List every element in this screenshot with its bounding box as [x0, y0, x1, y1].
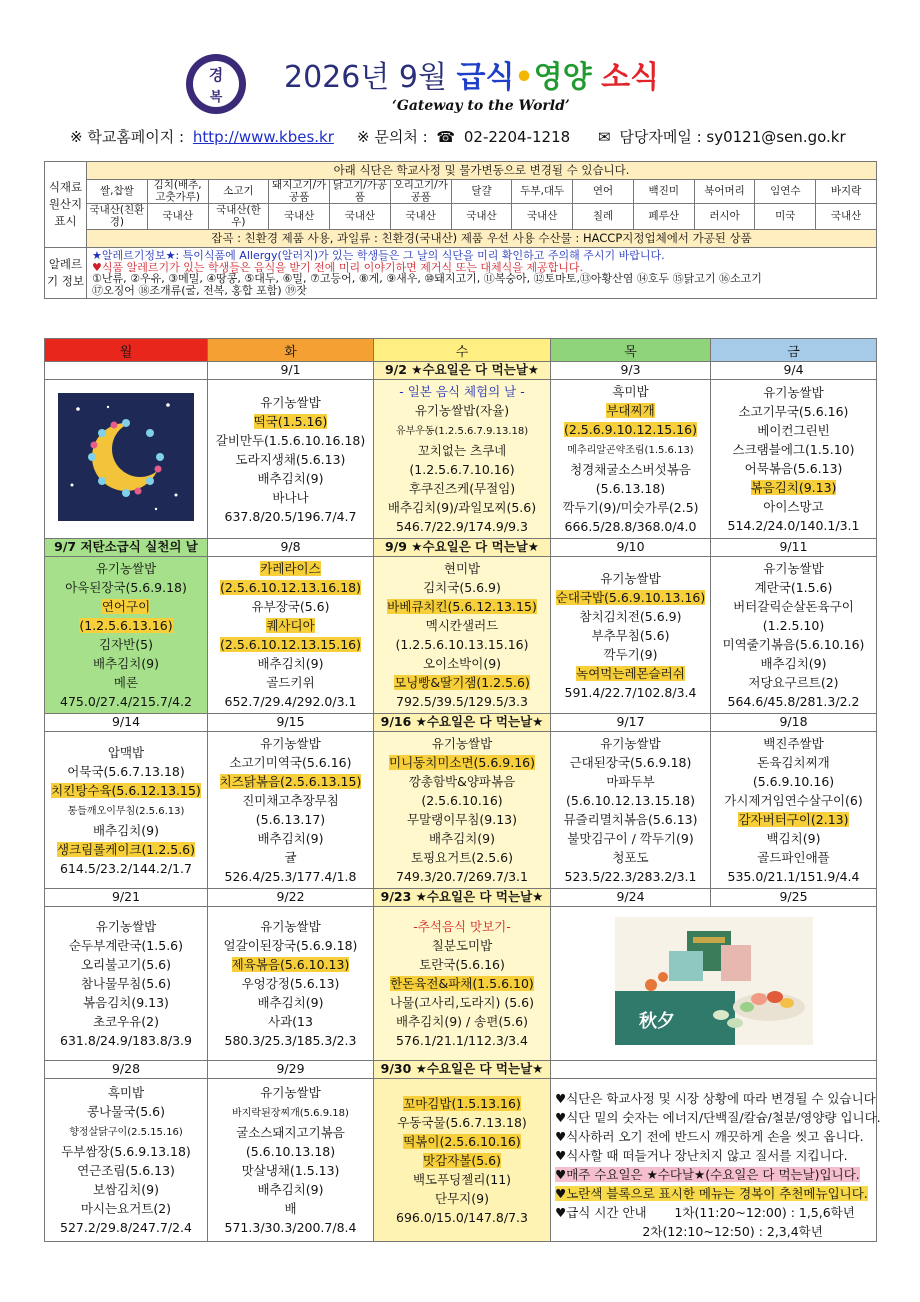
origin-item: 임연수 [755, 180, 816, 204]
menu-item: 바나나 [272, 489, 309, 505]
menu-item: 떡볶이(2.5.6.10.16) [403, 1133, 521, 1149]
menu-item: 576.1/21.1/112.3/3.4 [396, 1033, 528, 1048]
menu-item: 감자버터구이(2.13) [738, 812, 849, 827]
menu-item: 맛살냉채(1.5.13) [241, 1163, 340, 1178]
menu-item: 미니동치미소면(5.6.9.16) [389, 755, 535, 770]
menu-cell [45, 732, 208, 889]
menu-item: 580.3/25.3/185.3/2.3 [224, 1033, 357, 1048]
moon-dance-illustration-icon [48, 385, 204, 529]
title-part-b: 영양 [533, 60, 592, 95]
menu-item: (1.2.5.10) [762, 618, 825, 633]
menu-item: 아욱된장국(5.6.9.18) [65, 580, 187, 595]
menu-item: 김치국(5.6.9) [423, 580, 501, 595]
menu-item: 배추김치(9) / 송편(5.6) [396, 1014, 528, 1029]
menu-item: 나물(고사리,도라지) (5.6) [390, 995, 534, 1010]
menu-item: 두부쌈장(5.6.9.13.18) [61, 1144, 191, 1159]
date-text: 9/16 ★수요일은 다 먹는날★ [380, 714, 544, 730]
menu-item: 소고기미역국(5.6.16) [229, 755, 352, 770]
menu-item: 유기농쌀밥 [260, 736, 321, 751]
menu-cell [208, 1079, 374, 1242]
menu-item: (1.2.5.6.13.16) [79, 618, 173, 633]
note-line: ♥노란색 블록으로 표시한 메뉴는 경복이 추천메뉴입니다. [555, 1186, 868, 1201]
note-line: ♥식사하러 오기 전에 반드시 깨끗하게 손을 씻고 옵니다. [555, 1129, 864, 1144]
allergy-line-1: ★알레르기정보★: 특이식품에 Allergy(알러지)가 있는 학생들은 그 날의 식단을 미리 확인하고 주의해 주시기 바랍니다. [92, 249, 665, 262]
mail-icon: ✉ [598, 128, 611, 146]
notice-text: 아래 식단은 학교사정 및 물가변동으로 변경될 수 있습니다. [87, 162, 877, 180]
menu-item: 475.0/27.4/215.7/4.2 [60, 694, 192, 709]
day-header-wed: 수 [374, 339, 551, 362]
menu-item: 배추김치(9) [92, 656, 159, 671]
menu-item: 614.5/23.2/144.2/1.7 [60, 860, 192, 876]
menu-cell [374, 1079, 551, 1242]
date-cell: 9/25 [711, 889, 877, 907]
date-text: 9/9 ★수요일은 다 먹는날★ [384, 539, 540, 555]
menu-item: 멕시칸샐러드 [425, 618, 499, 633]
menu-item: 부추무침(5.6) [591, 627, 670, 643]
date-cell [374, 362, 551, 380]
origin-item: 김치(배추,고춧가루) [147, 180, 208, 204]
day-header-fri: 금 [711, 339, 877, 362]
menu-item: 631.8/24.9/183.8/3.9 [60, 1033, 192, 1048]
menu-item: 칠분도미밥 [431, 938, 493, 953]
menu-item: 배추김치(9) [257, 656, 324, 671]
menu-item: 526.4/25.3/177.4/1.8 [224, 869, 357, 884]
menu-item: 유기농쌀밥(자율) [414, 403, 510, 418]
menu-item: 591.4/22.7/102.8/3.4 [564, 684, 697, 700]
menu-item: 콩나물국(5.6) [87, 1104, 165, 1119]
menu-item: 가시제거임연수살구이(6) [724, 793, 863, 808]
menu-item: 유기농쌀밥 [260, 394, 321, 410]
menu-item: 652.7/29.4/292.0/3.1 [224, 694, 357, 709]
menu-item: 유기농쌀밥 [600, 570, 661, 586]
menu-item: 유기농쌀밥 [600, 736, 661, 751]
date-cell [374, 714, 551, 732]
menu-item: 546.7/22.9/174.9/9.3 [396, 519, 528, 534]
chuseok-illustration-icon [609, 911, 819, 1051]
menu-item: 녹여먹는레몬슬러쉬 [576, 665, 685, 681]
notes-cell [551, 1079, 881, 1242]
menu-item: 흑미밥 [107, 1085, 145, 1100]
menu-item: 갈비만두(1.5.6.10.16.18) [215, 432, 366, 448]
menu-item: 흑미밥 [612, 384, 649, 399]
mail-label: 담당자메일 : sy0121@sen.go.kr [619, 128, 846, 146]
menu-item: 배 [284, 1201, 297, 1216]
menu-item: 배추김치(9) [257, 470, 324, 486]
menu-table [44, 338, 881, 1242]
menu-item: 김자반(5) [99, 637, 153, 652]
menu-item: (2.5.6.10.12.13.16.18) [220, 580, 361, 595]
menu-item: 666.5/28.8/368.0/4.0 [564, 519, 697, 534]
menu-cell [45, 907, 208, 1061]
date-cell: 9/28 [45, 1061, 208, 1079]
menu-item: 참나물무침(5.6) [80, 976, 171, 991]
menu-item: 근대된장국(5.6.9.18) [569, 755, 692, 770]
menu-item: 향정살닭구이(2.5.15.16) [69, 1127, 183, 1138]
school-logo-icon [186, 54, 246, 114]
date-cell: 9/4 [711, 362, 877, 380]
menu-item: 생크림롤케이크(1.2.5.6) [56, 841, 195, 857]
menu-item: -추석음식 맛보기- [413, 919, 511, 934]
date-cell: 9/21 [45, 889, 208, 907]
menu-item: 꼬치없는 츠쿠네 [417, 443, 507, 458]
menu-item: 오이소박이(9) [422, 656, 502, 671]
menu-item: 637.8/20.5/196.7/4.7 [224, 508, 357, 524]
origin-value: 국내산 [816, 204, 877, 230]
header [0, 40, 920, 160]
menu-item: 배추김치(9) [257, 995, 324, 1010]
menu-item: 진미채고추장무침 [242, 793, 339, 808]
menu-cell [374, 732, 551, 889]
menu-item: 참치김치전(5.6.9) [579, 608, 682, 624]
menu-item: 볶음김치(9.13) [750, 480, 837, 495]
menu-item: 유부우동(1.2.5.6.7.9.13.18) [395, 426, 529, 437]
menu-item: 돈육김치찌개 [757, 755, 830, 770]
menu-item: 배추김치(9) [760, 656, 827, 671]
title-part-a: 급식 [456, 60, 515, 95]
menu-cell [711, 380, 877, 539]
origin-value: 국내산 [451, 204, 512, 230]
menu-item: 백진주쌀밥 [763, 736, 824, 751]
menu-item: 뮤즐리멸치볶음(5.6.13) [563, 812, 698, 827]
menu-cell [45, 557, 208, 714]
menu-item: 유기농쌀밥 [431, 736, 493, 751]
menu-item: (2.5.6.10.16) [421, 793, 503, 808]
date-cell: 9/15 [208, 714, 374, 732]
menu-item: 순두부계란국(1.5.6) [68, 938, 183, 953]
menu-item: 굴소스돼지고기볶음 [236, 1125, 345, 1140]
date-cell-empty [551, 1061, 877, 1079]
allergy-label: 알레르기 정보 [45, 248, 87, 299]
page-title [284, 52, 659, 96]
menu-item: 떡국(1.5.16) [253, 413, 328, 429]
date-cell: 9/11 [711, 539, 877, 557]
menu-item: 유기농쌀밥 [95, 919, 157, 934]
origin-label: 식재료 원산지 표시 [45, 162, 87, 248]
menu-cell [551, 380, 711, 539]
menu-item: 배추김치(9) [92, 822, 159, 838]
menu-item: 사과(13 [268, 1014, 313, 1029]
menu-item: 볶음김치(9.13) [83, 995, 169, 1010]
menu-item: 퀘사디아 [266, 618, 315, 633]
origin-item: 북어머리 [694, 180, 755, 204]
origin-value: 국내산 [269, 204, 330, 230]
menu-item: 버터갈릭순살돈육구이 [733, 599, 854, 614]
menu-item: 불맛김구이 / 깍두기(9) [567, 831, 694, 846]
menu-item: 아이스망고 [763, 499, 824, 514]
note-line: ♥식사할 때 떠들거나 장난치지 않고 질서를 지킵니다. [555, 1148, 848, 1163]
menu-item: 오리불고기(5.6) [80, 957, 171, 972]
menu-item: 백김치(9) [766, 831, 821, 846]
day-header-thu: 목 [551, 339, 711, 362]
menu-item: 골드키위 [266, 675, 315, 690]
menu-item: (1.2.5.6.7.10.16) [409, 462, 515, 477]
menu-item: 토란국(5.6.16) [419, 957, 505, 972]
date-cell: 9/14 [45, 714, 208, 732]
menu-item: 카레라이스 [260, 561, 321, 576]
date-cell [374, 539, 551, 557]
origin-footnote: 잡곡 : 친환경 제품 사용, 과일류 : 친환경(국내산) 제품 우선 사용 수산물 : HACCP지정업체에서 가공된 상품 [87, 230, 877, 248]
menu-cell [551, 732, 711, 889]
origin-item: 쌀,찹쌀 [87, 180, 148, 204]
menu-item: 귤 [284, 850, 297, 865]
menu-item: 스크램블에그(1.5.10) [732, 442, 855, 457]
title-part-c: 소식 [601, 60, 660, 95]
date-cell: 9/1 [208, 362, 374, 380]
menu-item: 토핑요거트(2.5.6) [411, 850, 513, 865]
origin-item: 소고기 [208, 180, 269, 204]
menu-item: - 일본 음식 체험의 날 - [399, 384, 525, 399]
menu-item: 부대찌개 [606, 403, 655, 418]
date-cell: 9/29 [208, 1061, 374, 1079]
origin-value: 국내산 [390, 204, 451, 230]
info-table [44, 161, 877, 299]
date-cell: 9/3 [551, 362, 711, 380]
menu-item: 유기농쌀밥 [95, 561, 157, 576]
origin-value: 칠레 [573, 204, 634, 230]
menu-item: 소고기무국(5.6.16) [738, 404, 849, 419]
moon-illustration-cell [45, 380, 208, 539]
menu-item: 523.5/22.3/283.2/3.1 [564, 869, 697, 884]
menu-item: 얼갈이된장국(5.6.9.18) [223, 938, 358, 953]
menu-item: 바베큐치킨(5.6.12.13.15) [387, 599, 537, 614]
menu-item: 우엉강정(5.6.13) [241, 976, 340, 991]
menu-cell [711, 557, 877, 714]
origin-item: 닭고기/가공품 [330, 180, 391, 204]
menu-item: 우동국물(5.6.7.13.18) [397, 1114, 527, 1130]
contact-line [70, 126, 890, 147]
origin-item: 돼지고기/가공품 [269, 180, 330, 204]
menu-item: 배추김치(9)/과일모찌(5.6) [387, 500, 537, 515]
menu-item: 베이컨그린빈 [757, 423, 830, 438]
menu-cell [208, 732, 374, 889]
menu-item: 무말랭이무침(9.13) [406, 812, 518, 827]
allergy-line-4: ⑰오징어 ⑱조개류(굴, 전복, 홍합 포함) ⑲잣 [92, 283, 307, 297]
menu-item: 마시는요거트(2) [80, 1201, 172, 1216]
menu-item: 527.2/29.8/247.7/2.4 [60, 1220, 192, 1235]
menu-item: 후쿠진즈케(무절임) [408, 481, 516, 496]
date-cell: 9/8 [208, 539, 374, 557]
menu-item: (5.6.10.12.13.15.18) [565, 793, 696, 808]
date-cell: 9/10 [551, 539, 711, 557]
origin-item: 두부,대두 [512, 180, 573, 204]
phone-number: 02-2204-1218 [463, 128, 571, 146]
origin-value: 국내산(친환경) [87, 204, 148, 230]
menu-item: 어묵볶음(5.6.13) [744, 461, 843, 476]
menu-cell [208, 380, 374, 539]
menu-item: 배추김치(9) [428, 831, 495, 846]
menu-item: 어묵국(5.6.7.13.18) [67, 763, 185, 779]
homepage-label: ※ 학교홈페이지 : [70, 128, 185, 146]
origin-item: 연어 [573, 180, 634, 204]
menu-item: 압맥밥 [107, 744, 145, 760]
menu-item: (5.6.10.13.18) [245, 1144, 336, 1159]
menu-item: 연어구이 [101, 599, 151, 614]
phone-icon: ☎ [436, 128, 456, 146]
menu-item: (5.6.13.18) [595, 481, 666, 496]
allergy-line-3: ①난류, ②우유, ③메밀, ④땅콩, ⑤대두, ⑥밀, ⑦고등어, ⑧게, ⑨새우, ⑩돼지고기, ⑪복숭아, ⑫토마토,⑬아황산염 ⑭호두 ⑮닭고기 ⑯소고기 [92, 272, 762, 286]
origin-value: 국내산 [147, 204, 208, 230]
menu-item: (2.5.6.9.10.12.15.16) [563, 422, 697, 437]
note-line: 2차(12:10~12:50) : 2,3,4학년 [555, 1224, 823, 1239]
origin-item: 오리고기/가공품 [390, 180, 451, 204]
menu-item: 청경채굴소스버섯볶음 [570, 462, 691, 477]
menu-item: 저당요구르트(2) [748, 675, 839, 690]
menu-cell [208, 557, 374, 714]
menu-item: 메추리알곤약조림(1.5.6.13) [567, 445, 694, 456]
date-text: 9/2 ★수요일은 다 먹는날★ [384, 362, 540, 378]
menu-item: 미역줄기볶음(5.6.10.16) [722, 637, 865, 652]
menu-cell [551, 557, 711, 714]
homepage-link[interactable]: http://www.kbes.kr [192, 128, 334, 146]
day-header-tue: 화 [208, 339, 374, 362]
menu-item: 골드파인애플 [757, 850, 830, 865]
menu-item: (5.6.13.17) [255, 812, 326, 827]
menu-item: 맛감자볼(5.6) [423, 1152, 501, 1168]
date-cell: 9/18 [711, 714, 877, 732]
menu-item: 564.6/45.8/281.3/2.2 [727, 694, 860, 709]
menu-item: 초코우유(2) [92, 1014, 159, 1029]
menu-item: 청포도 [612, 850, 649, 865]
menu-item: 깍두기(9) [603, 646, 658, 662]
menu-item: 제육볶음(5.6.10.13) [231, 957, 350, 972]
menu-item: 꼬마김밥(1.5.13.16) [403, 1095, 521, 1111]
title-dot: • [514, 60, 534, 95]
origin-value: 국내산 [330, 204, 391, 230]
date-cell [45, 362, 208, 380]
origin-item: 달걀 [451, 180, 512, 204]
menu-cell [208, 907, 374, 1061]
date-cell: 9/17 [551, 714, 711, 732]
menu-item: 배추김치(9) [257, 1182, 324, 1197]
origin-item: 바지락 [816, 180, 877, 204]
menu-item: 571.3/30.3/200.7/8.4 [224, 1220, 357, 1235]
menu-item: 깍두기(9)/미숫가루(2.5) [562, 500, 699, 515]
menu-item: 유기농쌀밥 [260, 919, 321, 934]
menu-item: 유기농쌀밥 [763, 385, 824, 400]
allergy-line-2: ♥식품 알레르기가 있는 학생들은 음식을 받기 전에 미리 이야기하면 제거식 또는 대체식을 제공합니다. [92, 260, 583, 274]
menu-item: 유기농쌀밥 [260, 1085, 321, 1100]
day-header-mon: 월 [45, 339, 208, 362]
menu-item: 배추김치(9) [257, 831, 324, 846]
note-line: ♥식단은 학교사정 및 시장 상황에 따라 변경될 수 있습니다 [555, 1091, 876, 1106]
menu-item: 마파두부 [606, 774, 655, 789]
menu-cell [374, 557, 551, 714]
menu-item: 백도푸딩젤리(11) [412, 1171, 512, 1187]
menu-item: (2.5.6.10.12.13.15.16) [220, 637, 361, 652]
menu-item: (5.6.9.10.16) [752, 774, 835, 789]
origin-value: 러시아 [694, 204, 755, 230]
logo-top-text: 경 [208, 66, 224, 84]
note-line: ♥급식 시간 안내 1차(11:20~12:00) : 1,5,6학년 [555, 1205, 855, 1220]
menu-cell [374, 380, 551, 539]
menu-item: 792.5/39.5/129.5/3.3 [396, 694, 528, 709]
chuseok-illustration-cell [551, 907, 877, 1061]
date-text: 9/30 ★수요일은 다 먹는날★ [380, 1061, 544, 1077]
menu-item: 연근조림(5.6.13) [77, 1163, 175, 1178]
menu-item: 계란국(1.5.6) [754, 580, 833, 595]
inquiry-label: ※ 문의처 : [357, 128, 428, 146]
menu-item: 모닝빵&딸기잼(1.2.5.6) [394, 675, 530, 690]
slogan: ‘Gateway to the World’ [392, 98, 570, 114]
date-cell [374, 889, 551, 907]
menu-item: 한돈육전&파채(1.5.6.10) [390, 976, 534, 991]
menu-item: 도라지생채(5.6.13) [235, 451, 346, 467]
logo-bottom-text: 복 [209, 90, 223, 105]
origin-value: 페루산 [633, 204, 694, 230]
menu-item: 단무지(9) [435, 1190, 489, 1206]
menu-item: 749.3/20.7/269.7/3.1 [396, 869, 528, 884]
date-cell: 9/24 [551, 889, 711, 907]
menu-item: 순대국밥(5.6.9.10.13.16) [555, 589, 706, 605]
menu-item: 메론 [113, 675, 139, 690]
menu-item: 535.0/21.1/151.9/4.4 [727, 869, 860, 884]
menu-item: 통들깨오이무침(2.5.6.13) [67, 805, 185, 817]
date-cell: 9/22 [208, 889, 374, 907]
menu-cell [374, 907, 551, 1061]
date-text: 9/23 ★수요일은 다 먹는날★ [380, 889, 544, 905]
menu-item: 696.0/15.0/147.8/7.3 [396, 1209, 528, 1225]
menu-item: 514.2/24.0/140.1/3.1 [727, 518, 860, 533]
menu-item: 바지락된장찌개(5.6.9.18) [232, 1108, 349, 1119]
origin-item: 백진미 [633, 180, 694, 204]
menu-item: 유기농쌀밥 [763, 561, 824, 576]
menu-cell [45, 1079, 208, 1242]
origin-value: 국내산(한우) [208, 204, 269, 230]
origin-value: 미국 [755, 204, 816, 230]
menu-item: 깡총함박&양파볶음 [408, 774, 516, 789]
menu-item: (1.2.5.6.10.13.15.16) [395, 637, 529, 652]
origin-value: 국내산 [512, 204, 573, 230]
chuseok-label: 秋夕 [638, 1011, 675, 1032]
date-cell: 9/7 저탄소급식 실천의 날 [45, 539, 208, 557]
date-cell [374, 1061, 551, 1079]
menu-item: 보쌈김치(9) [92, 1182, 159, 1197]
title-date: 2026년 9월 [284, 60, 447, 95]
menu-item: 현미밥 [443, 561, 481, 576]
menu-item: 치즈닭볶음(2.5.6.13.15) [219, 774, 362, 789]
note-line: ♥매주 수요일은 ★수다날★(수요일은 다 먹는날)입니다. [555, 1167, 860, 1182]
menu-item: 유부장국(5.6) [251, 599, 330, 614]
menu-item: 치킨탕수육(5.6.12.13.15) [51, 782, 201, 798]
menu-cell [711, 732, 877, 889]
allergy-info [87, 248, 877, 299]
note-line: ♥식단 밑의 숫자는 에너지/단백질/칼슘/철분/영양량 입니다. [555, 1110, 881, 1125]
